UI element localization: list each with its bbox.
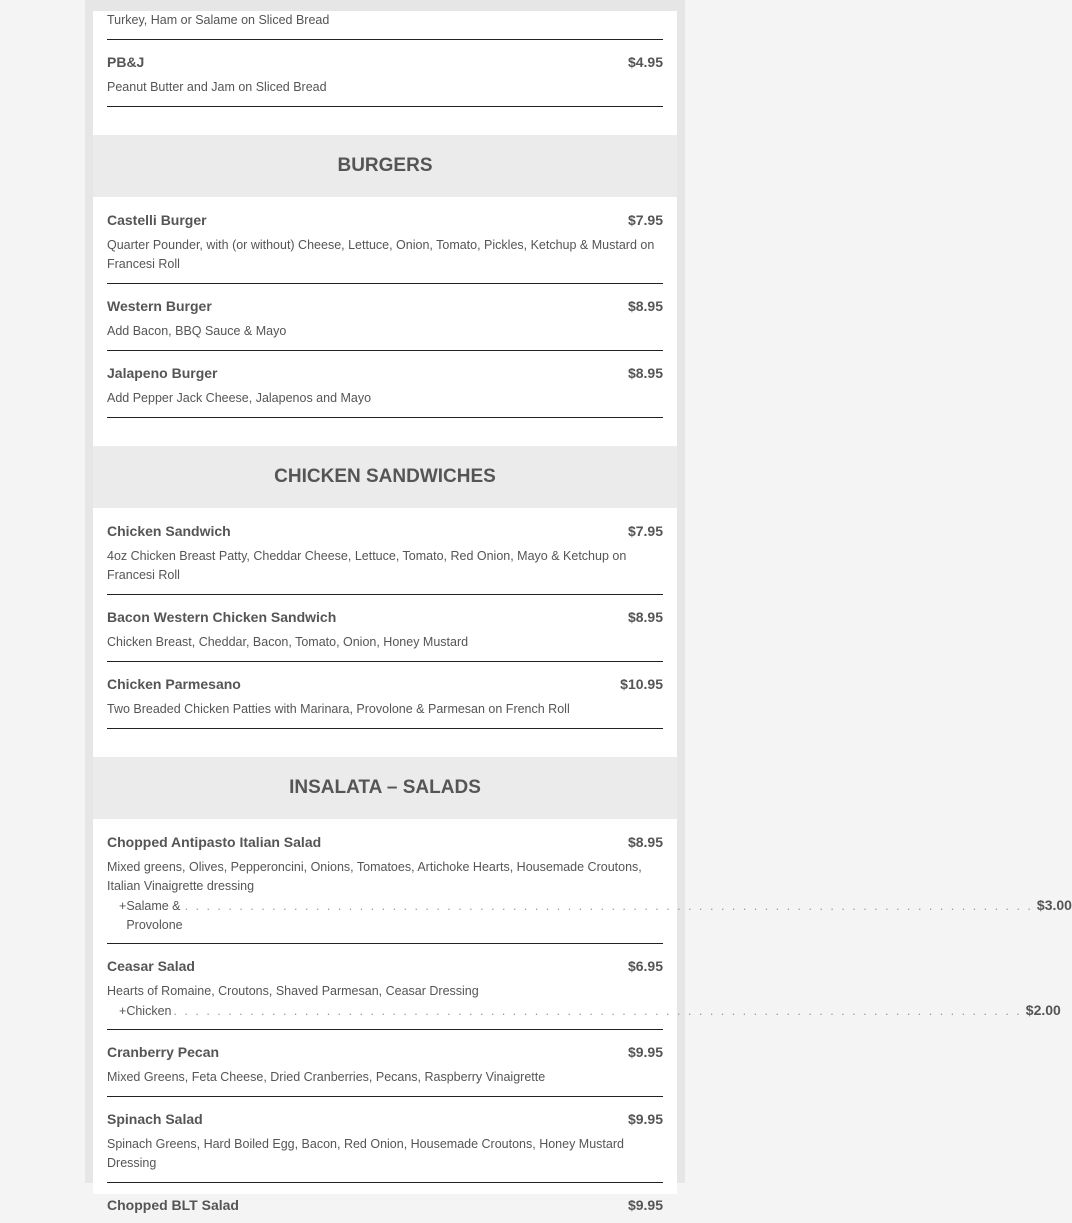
item-description: 4oz Chicken Breast Patty, Cheddar Cheese, Lettuce, Tomato, Red Onion, Mayo & Ketchup on Francesi Roll bbox=[107, 549, 627, 582]
section-header-chicken: CHICKEN SANDWICHES bbox=[93, 446, 677, 508]
item-price: $8.95 bbox=[627, 834, 663, 850]
addon-plus: + bbox=[119, 899, 127, 913]
item-header bbox=[107, 1043, 663, 1061]
item-header bbox=[107, 522, 663, 540]
item-price: $7.95 bbox=[627, 212, 663, 228]
item-description: Peanut Butter and Jam on Sliced Bread bbox=[107, 80, 327, 94]
menu-page bbox=[85, 0, 1072, 1213]
menu-item bbox=[107, 832, 1072, 944]
menu-item bbox=[107, 40, 663, 107]
item-header bbox=[107, 53, 663, 71]
item-name: Chicken Parmesano bbox=[107, 676, 241, 692]
menu-item bbox=[107, 521, 663, 595]
menu-item bbox=[107, 1183, 663, 1223]
item-price: $4.95 bbox=[627, 54, 663, 70]
addon-plus: + bbox=[119, 1004, 127, 1018]
item-description: Two Breaded Chicken Patties with Marinara, Provolone & Parmesan on French Roll bbox=[107, 702, 570, 716]
item-name: Chopped BLT Salad bbox=[107, 1197, 239, 1213]
item-price: $9.95 bbox=[627, 1197, 663, 1213]
menu-item bbox=[107, 662, 663, 729]
item-name: Chopped Antipasto Italian Salad bbox=[107, 834, 322, 850]
dot-leader bbox=[185, 897, 1033, 916]
item-name: Spinach Salad bbox=[107, 1111, 203, 1127]
item-description: Chicken Breast, Cheddar, Bacon, Tomato, Onion, Honey Mustard bbox=[107, 635, 469, 649]
item-header bbox=[107, 957, 663, 975]
addon-label: Chicken bbox=[126, 1004, 172, 1018]
item-description: Hearts of Romaine, Croutons, Shaved Parmesan, Ceasar Dressing bbox=[107, 984, 479, 998]
menu-item bbox=[107, 1097, 663, 1183]
item-header bbox=[107, 608, 663, 626]
item-name: Castelli Burger bbox=[107, 212, 207, 228]
menu-item bbox=[107, 944, 1061, 1030]
item-description: Turkey, Ham or Salame on Sliced Bread bbox=[107, 13, 330, 27]
menu-item bbox=[107, 11, 663, 40]
item-description: Mixed Greens, Feta Cheese, Dried Cranberries, Pecans, Raspberry Vinaigrette bbox=[107, 1070, 546, 1084]
item-header bbox=[107, 364, 663, 382]
section-header-salads: INSALATA – SALADS bbox=[93, 757, 677, 819]
item-price: $9.95 bbox=[627, 1111, 663, 1127]
item-header bbox=[107, 675, 663, 693]
item-price: $7.95 bbox=[627, 523, 663, 539]
item-name: Western Burger bbox=[107, 298, 212, 314]
menu-item bbox=[107, 284, 663, 351]
menu-item bbox=[107, 595, 663, 662]
item-header bbox=[107, 833, 663, 851]
item-header bbox=[107, 211, 663, 229]
item-name: PB&J bbox=[107, 54, 145, 70]
item-description: Mixed greens, Olives, Pepperoncini, Onions, Tomatoes, Artichoke Hearts, Housemade Croutons, Italian Vinaigrette dressing bbox=[107, 860, 642, 893]
addon-price: $2.00 bbox=[1025, 1002, 1061, 1018]
item-price: $8.95 bbox=[627, 298, 663, 314]
item-header bbox=[107, 1110, 663, 1128]
item-description: Add Bacon, BBQ Sauce & Mayo bbox=[107, 324, 287, 338]
addon-row bbox=[107, 1001, 1061, 1021]
item-name: Bacon Western Chicken Sandwich bbox=[107, 609, 337, 625]
menu-item bbox=[107, 351, 663, 418]
chicken-items bbox=[93, 508, 677, 729]
item-description: Add Pepper Jack Cheese, Jalapenos and Mayo bbox=[107, 391, 372, 405]
menu-item bbox=[107, 210, 663, 284]
burgers-items bbox=[93, 197, 677, 418]
menu-item bbox=[107, 1030, 663, 1097]
dot-leader bbox=[173, 1002, 1021, 1021]
item-name: Chicken Sandwich bbox=[107, 523, 231, 539]
item-header bbox=[107, 1196, 663, 1214]
addon-row bbox=[107, 896, 1072, 935]
item-price: $8.95 bbox=[627, 609, 663, 625]
menu-card bbox=[93, 11, 1072, 1213]
item-name: Cranberry Pecan bbox=[107, 1044, 220, 1060]
top-items bbox=[93, 11, 677, 107]
item-price: $9.95 bbox=[627, 1044, 663, 1060]
salads-items bbox=[93, 819, 1072, 1223]
item-name: Ceasar Salad bbox=[107, 958, 195, 974]
item-price: $6.95 bbox=[627, 958, 663, 974]
item-price: $8.95 bbox=[627, 365, 663, 381]
item-description: Quarter Pounder, with (or without) Cheese, Lettuce, Onion, Tomato, Pickles, Ketchup & Mustard on Francesi Roll bbox=[107, 238, 655, 271]
addon-price: $3.00 bbox=[1036, 897, 1072, 913]
item-description: Spinach Greens, Hard Boiled Egg, Bacon, Red Onion, Housemade Croutons, Honey Mustard Dressing bbox=[107, 1137, 624, 1170]
addon-label: Salame & Provolone bbox=[126, 899, 183, 932]
item-price: $10.95 bbox=[620, 676, 663, 692]
item-header bbox=[107, 297, 663, 315]
item-name: Jalapeno Burger bbox=[107, 365, 218, 381]
section-header-burgers: BURGERS bbox=[93, 135, 677, 197]
